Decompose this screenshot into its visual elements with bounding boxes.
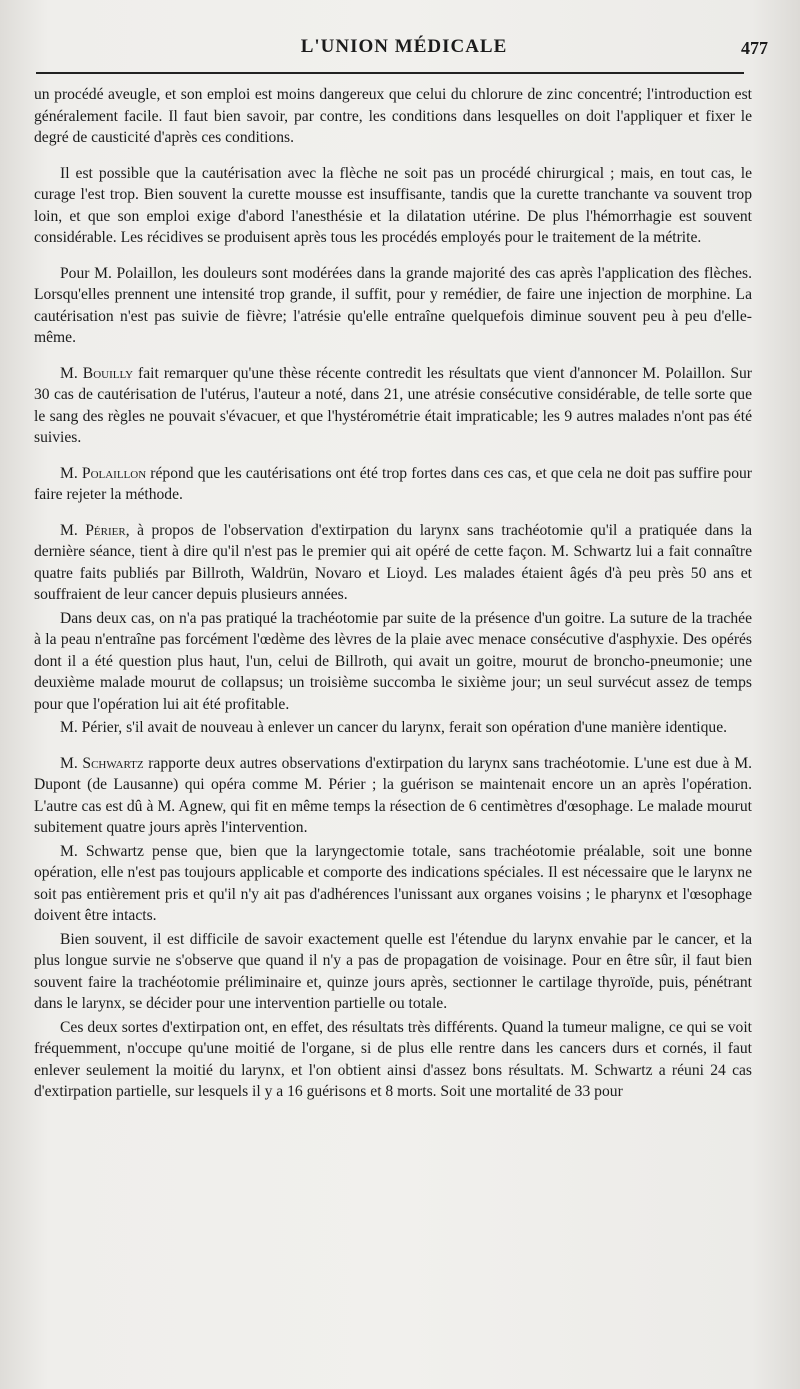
paragraph xyxy=(34,520,752,606)
header-rule xyxy=(36,72,744,74)
speaker-name: Schwartz xyxy=(82,754,144,772)
paragraph-text: fait remarquer qu'une thèse récente contredit les résultats que vient d'annoncer M. Polaillon. Sur 30 cas de cautérisation de l'utérus, l'auteur a noté, dans 21, une atrésie consécutive considérable, de telle sorte que le sang des règles ne pouvait s'évacuer, et que l'hystérométrie était impraticable; les 9 autres malades n'ont pas été suivies. xyxy=(34,364,752,446)
speaker-name: Polaillon xyxy=(81,464,147,482)
paragraph-text: , à propos de l'observation d'extirpation du larynx sans trachéotomie qu'il a pratiquée dans la dernière séance, tient à dire qu'il n'est pas le premier qui ait opéré de cette façon. M. Schwartz lui a fait connaître quatre faits publiés par Billroth, Waldrün, Novaro et Lioyd. Les malades étaient âgés d'à peu près 50 ans et souffraient de leur cancer depuis plusieurs années. xyxy=(34,521,752,603)
paragraph: Pour M. Polaillon, les douleurs sont modérées dans la grande majorité des cas après l'application des flèches. Lorsqu'elles prennent une intensité trop grande, il suffit, pour y remédier, de faire une injection de morphine. La cautérisation n'est pas suivie de fièvre; l'atrésie qu'elle entraîne quelquefois diminue souvent peu à peu d'elle-même. xyxy=(34,264,752,346)
page-header xyxy=(36,32,772,70)
paragraph-text: répond que les cautérisations ont été trop fortes dans ces cas, et que cela ne doit pas suffire pour faire rejeter la méthode. xyxy=(34,464,752,503)
paragraph: un procédé aveugle, et son emploi est moins dangereux que celui du chlorure de zinc concentré; l'introduction est généralement facile. Il faut bien savoir, par contre, les conditions dans lesquelles on doit l'appliquer et fixer le degré de causticité d'après ces conditions. xyxy=(34,86,752,146)
paragraph xyxy=(34,363,752,449)
paragraph-text: rapporte deux autres observations d'extirpation du larynx sans trachéotomie. L'une est due à M. Dupont (de Lausanne) qui opéra comme M. Périer ; la guérison se maintenait encore un an après l'opération. L'autre cas est dû à M. Agnew, qui fit en même temps la résection de 6 centimètres d'œsophage. Le malade mourut subitement quatre jours après l'intervention. xyxy=(34,754,752,836)
paragraph: Dans deux cas, on n'a pas pratiqué la trachéotomie par suite de la présence d'un goitre. La suture de la trachée à la peau n'entraîne pas forcément l'œdème des lèvres de la plaie avec menace consécutive d'asphyxie. Des opérés dont il a été question plus haut, l'un, celui de Billroth, qui avait un goitre, mourut de broncho-pneumonie; une deuxième malade mourut de collapsus; un troisième succomba le sixième jour; un seul survécut assez de temps pour que l'opération lui ait été profitable. xyxy=(34,609,752,713)
paragraph xyxy=(34,463,752,506)
paragraph: M. Périer, s'il avait de nouveau à enlever un cancer du larynx, ferait son opération d'une manière identique. xyxy=(60,719,728,736)
speaker-name: Bouilly xyxy=(82,364,134,382)
page-number: 477 xyxy=(741,38,768,58)
paragraph: Il est possible que la cautérisation avec la flèche ne soit pas un procédé chirurgical ; mais, en tout cas, le curage l'est trop. Bien souvent la curette mousse est insuffisante, tandis que la curette tranchante va souvent trop loin, et que son emploi exige d'abord l'anesthésie et la dilatation utérine. De plus l'hémorrhagie est souvent considérable. Les récidives se produisent après tous les procédés employés pour le traitement de la métrite. xyxy=(34,164,752,246)
speaker-name: Périer xyxy=(85,521,126,539)
speaker-prefix: M. xyxy=(60,464,82,482)
paragraph: M. Schwartz pense que, bien que la laryngectomie totale, sans trachéotomie préalable, soit une bonne opération, elle n'est pas toujours applicable et comporte des indications spéciales. Il est nécessaire que le larynx ne soit pas entièrement pris et qu'il n'y ait pas d'adhérences l'unissant aux organes voisins ; le pharynx et l'œsophage doivent être intacts. xyxy=(34,842,752,924)
paragraph: Ces deux sortes d'extirpation ont, en effet, des résultats très différents. Quand la tumeur maligne, ce qui se voit fréquemment, n'occupe qu'une moitié de l'organe, si de plus elle rentre dans les cancers durs et cornés, il faut enlever seulement la moitié du larynx, et l'on obtient ainsi d'assez bons résultats. M. Schwartz a réuni 24 cas d'extirpation partielle, sur lesquels il y a 16 guérisons et 8 morts. Soit une mortalité de 33 pour xyxy=(34,1018,752,1100)
speaker-prefix: M. xyxy=(60,754,83,772)
article-body xyxy=(34,84,752,1105)
paragraph: Bien souvent, il est difficile de savoir exactement quelle est l'étendue du larynx envahie par le cancer, et la plus longue survie ne s'observe que quand il n'y a pas de propagation de voisinage. Pour en être sûr, il faut bien souvent faire la trachéotomie préliminaire et, quinze jours après, sectionner le cartilage thyroïde, puis, pénétrant dans le larynx, se décider pour une intervention partielle ou totale. xyxy=(34,930,752,1012)
speaker-prefix: M. xyxy=(60,364,83,382)
paragraph xyxy=(34,753,752,839)
running-title: L'UNION MÉDICALE xyxy=(300,36,508,57)
speaker-prefix: M. xyxy=(60,521,86,539)
